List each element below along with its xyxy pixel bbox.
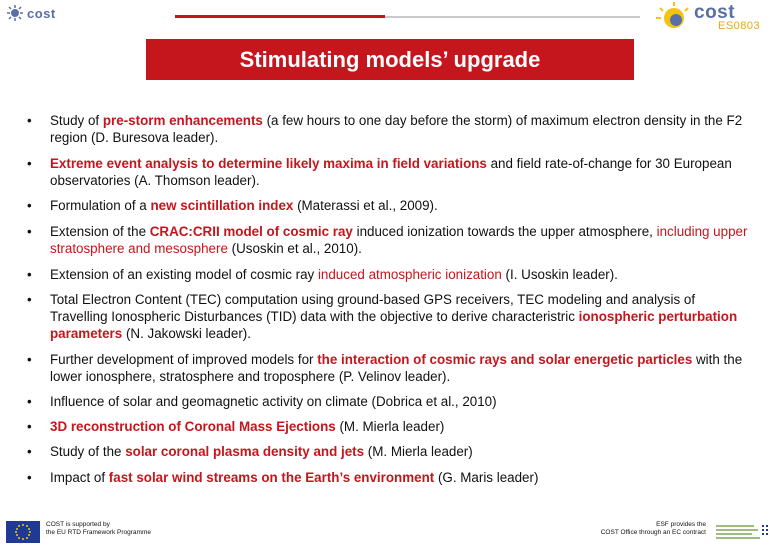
bullet-highlight: new scintillation index bbox=[150, 198, 294, 213]
bullet-text: and field rate-of-change for 30 European observatories (A. Thomson leader). bbox=[50, 156, 732, 188]
bullet-highlight: including upper stratosphere and mesosphere bbox=[50, 224, 748, 256]
bullet-text: (G. Maris leader) bbox=[434, 470, 539, 485]
bullet-marker: • bbox=[27, 394, 32, 409]
bullet-text: induced ionization towards the upper atmosphere, bbox=[352, 224, 657, 239]
footer-right-line2: COST Office through an EC contract bbox=[600, 529, 706, 536]
bullet-item bbox=[24, 469, 754, 486]
action-code: ES0803 bbox=[718, 20, 761, 32]
bullet-highlight: CRAC:CRII model of cosmic ray bbox=[149, 224, 353, 239]
bullet-marker: • bbox=[27, 267, 32, 282]
bullet-text: with the lower ionosphere, stratosphere and troposphere (P. Velinov leader). bbox=[50, 352, 743, 384]
cost-action-logo bbox=[654, 0, 774, 36]
cost-sun-large-icon bbox=[654, 2, 692, 32]
bullet-marker: • bbox=[27, 292, 32, 307]
bullet-item bbox=[24, 197, 754, 214]
bullet-item bbox=[24, 393, 754, 410]
cost-logo-text: cost bbox=[27, 5, 56, 21]
bullet-text: (M. Mierla leader) bbox=[335, 419, 445, 434]
bullet-item bbox=[24, 155, 754, 189]
bullet-text: Study of bbox=[50, 113, 103, 128]
footer-left-line1: COST is supported by bbox=[46, 521, 110, 528]
bullet-marker: • bbox=[27, 198, 32, 213]
esf-logo-icon bbox=[714, 522, 772, 544]
bullet-list bbox=[24, 112, 754, 486]
bullet-text: (a few hours to one day before the storm) of maximum electron density in the F2 region (D. Buresova leader). bbox=[50, 113, 743, 145]
cost-sun-icon bbox=[6, 4, 24, 22]
bullet-text: Formulation of a bbox=[50, 198, 151, 213]
bullet-marker: • bbox=[27, 352, 32, 367]
bullet-item bbox=[24, 266, 754, 283]
bullet-highlight: induced atmospheric ionization bbox=[317, 267, 502, 282]
bullet-marker: • bbox=[27, 156, 32, 171]
bullet-item bbox=[24, 223, 754, 257]
slide-footer bbox=[0, 515, 780, 540]
bullet-item bbox=[24, 351, 754, 385]
slide-header bbox=[0, 0, 780, 32]
footer-esf-text bbox=[601, 521, 706, 537]
bullet-highlight: ionospheric perturbation parameters bbox=[50, 309, 738, 341]
bullet-text: Study of the bbox=[50, 444, 126, 459]
bullet-item bbox=[24, 443, 754, 460]
bullet-text: Total Electron Content (TEC) computation using ground-based GPS receivers, TEC modeling and analysis of Travelling Ionospheric Disturbances (TID) data with the objective to derive characteristric bbox=[50, 292, 696, 324]
bullet-text: Impact of bbox=[50, 470, 109, 485]
bullet-marker: • bbox=[27, 224, 32, 239]
bullet-text: Influence of solar and geomagnetic activity on climate (Dobrica et al., 2010) bbox=[50, 394, 497, 409]
bullet-highlight: solar coronal plasma density and jets bbox=[125, 444, 365, 459]
bullet-item bbox=[24, 291, 754, 342]
header-rule-red bbox=[175, 15, 385, 18]
bullet-text: (Materassi et al., 2009). bbox=[293, 198, 438, 213]
bullet-text: (I. Usoskin leader). bbox=[501, 267, 618, 282]
bullet-marker: • bbox=[27, 419, 32, 434]
cost-action-logo-text: cost bbox=[694, 2, 736, 23]
bullet-text: Extension of an existing model of cosmic ray bbox=[50, 267, 318, 282]
bullet-marker: • bbox=[27, 444, 32, 459]
bullet-text: (M. Mierla leader) bbox=[364, 444, 473, 459]
cost-logo-left bbox=[6, 4, 56, 22]
bullet-highlight: 3D reconstruction of Coronal Mass Ejections bbox=[50, 419, 336, 434]
bullet-marker: • bbox=[27, 470, 32, 485]
footer-eu-support-text bbox=[46, 521, 151, 537]
header-rule-gray bbox=[385, 16, 640, 18]
bullet-marker: • bbox=[27, 113, 32, 128]
slide-title: Stimulating models’ upgrade bbox=[146, 39, 634, 80]
bullet-item bbox=[24, 112, 754, 146]
bullet-highlight: fast solar wind streams on the Earth’s environment bbox=[108, 470, 435, 485]
bullet-item bbox=[24, 418, 754, 435]
bullet-text: Extension of the bbox=[50, 224, 150, 239]
bullet-highlight: Extreme event analysis to determine likely maxima in field variations bbox=[50, 156, 487, 171]
bullet-text: (Usoskin et al., 2010). bbox=[227, 241, 362, 256]
bullet-highlight: the interaction of cosmic rays and solar energetic particles bbox=[317, 352, 693, 367]
footer-left-line2: the EU RTD Framework Programme bbox=[46, 529, 151, 536]
bullet-text: Further development of improved models for bbox=[50, 352, 318, 367]
footer-right-line1: ESF provides the bbox=[656, 521, 706, 528]
bullet-text: (N. Jakowski leader). bbox=[122, 326, 251, 341]
bullet-highlight: pre-storm enhancements bbox=[102, 113, 263, 128]
